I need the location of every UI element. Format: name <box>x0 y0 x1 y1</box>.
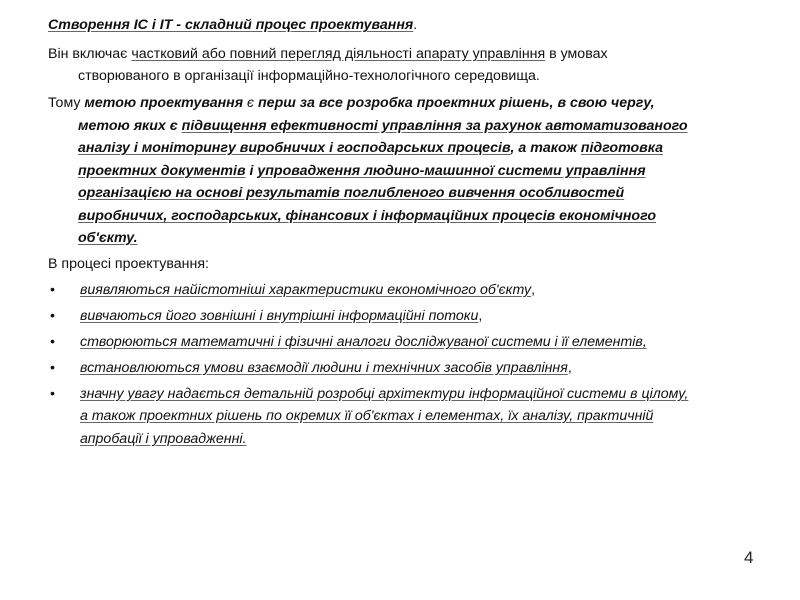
underlined-text: виявляються найістотніші характеристики економічного об'єкту <box>80 282 532 298</box>
text-segment: створюваного в організації інформаційно-технологічного середовища. <box>78 68 540 84</box>
underlined-text: аналізу і моніторингу виробничих і господарських процесів <box>78 140 511 156</box>
text-segment: , <box>478 308 483 324</box>
underlined-text: значну увагу надається детальній розробці архітектури інформаційної системи в цілому, <box>80 386 689 402</box>
underlined-text: об'єкту. <box>78 230 138 246</box>
underlined-text: виробничих, господарських, фінансових і інформаційних процесів економічного <box>78 208 656 224</box>
paragraph-line <box>78 185 624 201</box>
paragraph-line <box>78 208 656 224</box>
paragraph-line <box>78 140 663 156</box>
text-segment: в умовах <box>545 46 608 62</box>
bullet-item-line <box>80 408 653 424</box>
text-segment: В процесі проектування: <box>48 256 209 272</box>
underlined-text: частковий або повний перегляд діяльності апарату управління <box>131 46 546 62</box>
paragraph-line <box>48 256 209 272</box>
text-segment: Тому <box>48 95 85 111</box>
bullet-item-line <box>80 431 247 447</box>
underlined-text: організацією на основі результатів поглибленого вивчення особливостей <box>78 185 625 201</box>
text-segment: , а також <box>510 140 581 156</box>
underlined-text: встановлюються умови взаємодії людини і технічних засобів управління <box>80 360 568 376</box>
bullet-icon: • <box>50 386 55 402</box>
bullet-icon: • <box>50 334 55 350</box>
underlined-text: підготовка <box>580 140 664 156</box>
paragraph-line <box>48 95 655 111</box>
text-segment: . <box>413 17 418 33</box>
text-segment: Він включає <box>48 46 132 62</box>
slide-title <box>48 17 417 33</box>
text-segment: , <box>567 360 572 376</box>
paragraph-line <box>78 118 688 134</box>
bullet-item-line <box>80 308 482 324</box>
underlined-text: підвищення ефективності управління за рахунок автоматизованого <box>181 118 688 134</box>
underlined-text: вивчаються його зовнішні і внутрішні інформаційні потоки <box>80 308 479 324</box>
bullet-icon: • <box>50 282 55 298</box>
paragraph-line <box>78 68 540 84</box>
text-segment: метою яких є <box>78 118 182 134</box>
underlined-text: апробації і упровадженні. <box>80 431 247 447</box>
paragraph-line <box>48 46 608 62</box>
text-segment: перш за все розробка проектних рішень, в свою чергу, <box>258 95 655 111</box>
underlined-text: упровадження людино-машинної системи управління <box>257 163 646 179</box>
underlined-text: створюються математичні і фізичні аналоги досліджуваної системи і її елементів, <box>80 334 647 350</box>
bullet-item-line <box>80 386 688 402</box>
bullet-icon: • <box>50 360 55 376</box>
bullet-item-line <box>80 360 572 376</box>
underlined-text: а також проектних рішень по окремих її об'єктах і елементах, їх аналізу, практичній <box>80 408 654 424</box>
text-segment: , <box>531 282 536 298</box>
paragraph-line <box>78 163 646 179</box>
text-segment: метою проектування <box>84 95 244 111</box>
text-segment: і <box>245 163 258 179</box>
bullet-item-line <box>80 282 535 298</box>
page-number: 4 <box>744 548 754 567</box>
paragraph-line <box>78 230 138 246</box>
bullet-icon: • <box>50 308 55 324</box>
underlined-text: проектних документів <box>78 163 246 179</box>
bullet-item-line <box>80 334 647 350</box>
underlined-text: Створення ІС і ІТ - складний процес проектування <box>48 17 414 33</box>
text-segment: є <box>243 95 259 111</box>
